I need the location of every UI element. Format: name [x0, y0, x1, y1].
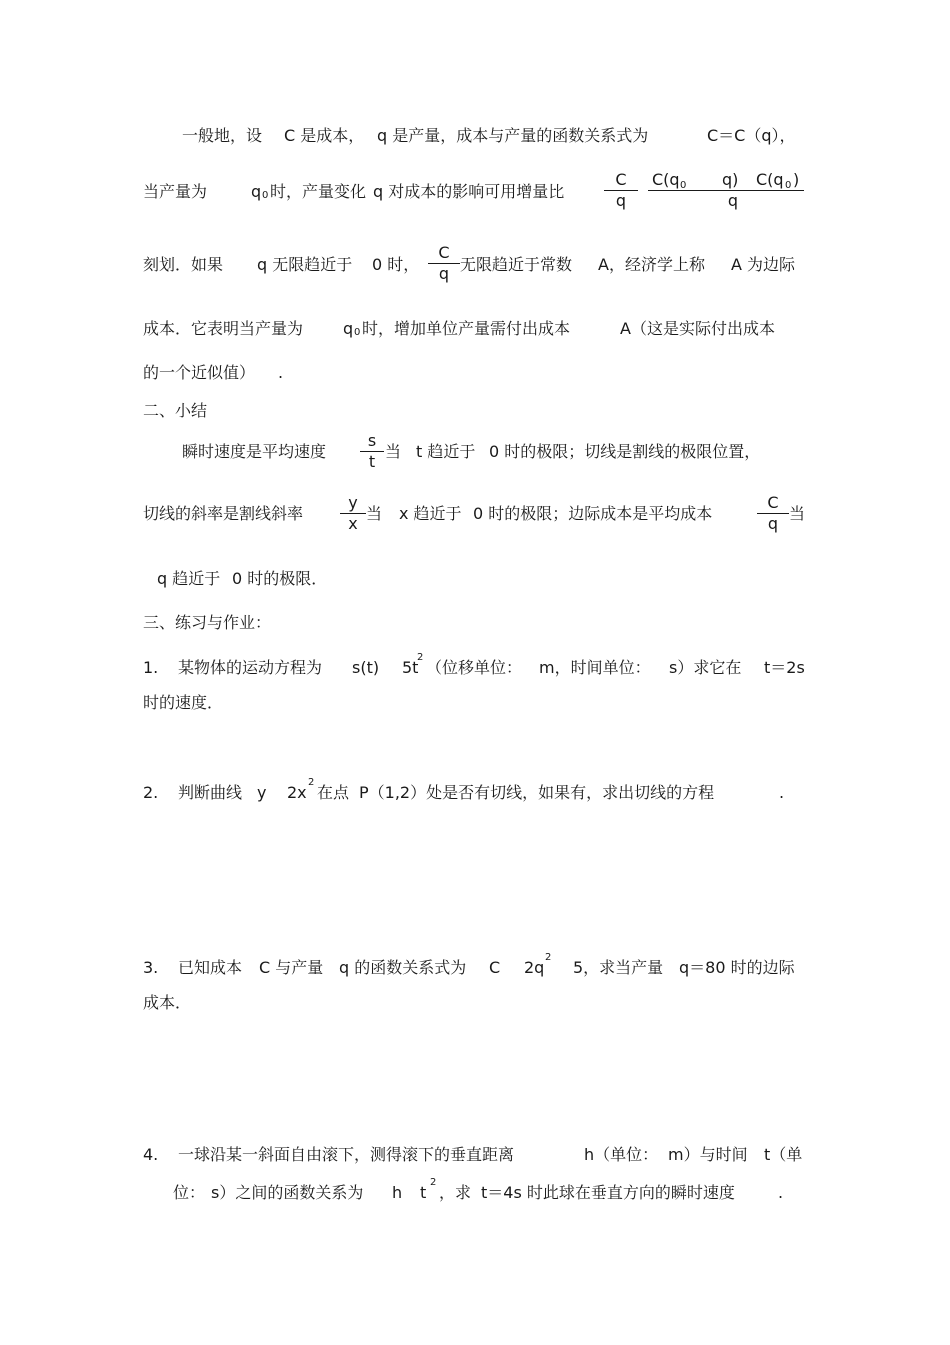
superscript: 2: [417, 652, 424, 663]
text: 0 时的极限；边际成本是平均成本: [473, 504, 713, 523]
text: 判断曲线: [178, 783, 243, 802]
text: t＝4s 时此球在垂直方向的瞬时速度: [481, 1183, 735, 1202]
text: 的一个近似值）: [143, 363, 256, 382]
text: 5t: [402, 658, 419, 677]
text: 一球沿某一斜面自由滚下，测得滚下的垂直距离: [178, 1145, 515, 1164]
fraction-delta-c-over-delta-q: C q: [604, 171, 638, 210]
text: 时，产量变化: [270, 182, 367, 201]
text: A（这是实际付出成本: [620, 319, 775, 338]
text: 时，增加单位产量需付出成本: [362, 319, 571, 338]
text: .: [779, 783, 785, 802]
text: m，时间单位：: [539, 658, 651, 677]
text: 已知成本: [178, 958, 243, 977]
text: x 趋近于: [399, 504, 462, 523]
text: （位移单位：: [426, 658, 523, 677]
question-number: 2.: [143, 783, 159, 802]
fraction-increment-ratio: C(q 0 q) C(q 0 ) q: [648, 171, 804, 210]
text: .: [778, 1183, 784, 1202]
text: 2q: [524, 958, 545, 977]
text: 切线的斜率是割线斜率: [143, 504, 304, 523]
question-number: 1.: [143, 658, 159, 677]
text: 刻划．如果: [143, 255, 224, 274]
text: 位：: [173, 1183, 206, 1202]
text: q: [251, 182, 262, 201]
fraction-delta-y-over-delta-x: y x: [340, 494, 366, 533]
text: s）之间的函数关系为: [211, 1183, 364, 1202]
text: 2x: [287, 783, 307, 802]
question-number: 3.: [143, 958, 159, 977]
text: 当: [385, 442, 402, 461]
text: h（单位：: [584, 1145, 659, 1164]
section-heading: 二、小结: [143, 401, 208, 420]
text: s(t): [352, 658, 380, 677]
text: 0 时的极限．: [232, 569, 328, 588]
superscript: 2: [430, 1177, 437, 1188]
text: q 是产量，成本与产量的函数关系式为: [377, 126, 649, 145]
text: 5，求当产量: [573, 958, 664, 977]
text: C＝C（q），: [707, 126, 796, 145]
text: C 与产量: [259, 958, 324, 977]
text: 当产量为: [143, 182, 208, 201]
text: 成本．它表明当产量为: [143, 319, 304, 338]
text: m）与时间: [668, 1145, 748, 1164]
text: q 的函数关系式为: [339, 958, 467, 977]
text: 0 时，: [372, 255, 420, 274]
text: A 为边际: [731, 255, 796, 274]
text: q 对成本的影响可用增量比: [373, 182, 565, 201]
text: q 无限趋近于: [257, 255, 353, 274]
question-number: 4.: [143, 1145, 159, 1164]
text: 无限趋近于常数: [460, 255, 573, 274]
text: t＝2s: [764, 658, 805, 677]
fraction-delta-s-over-delta-t: s t: [360, 432, 384, 471]
text: ，求: [439, 1183, 472, 1202]
text: t（单: [764, 1145, 803, 1164]
fraction-delta-c-over-delta-q: C q: [428, 244, 460, 283]
text: 成本．: [143, 993, 192, 1012]
text: q＝80 时的边际: [679, 958, 795, 977]
text: y: [257, 783, 267, 802]
subscript: 0: [354, 327, 361, 338]
superscript: 2: [308, 777, 315, 788]
text: 瞬时速度是平均速度: [182, 442, 327, 461]
text: P（1,2）处是否有切线，如果有，求出切线的方程: [359, 783, 715, 802]
text: 在点: [317, 783, 350, 802]
text: t: [420, 1183, 427, 1202]
text: q 趋近于: [157, 569, 221, 588]
text: t 趋近于: [416, 442, 476, 461]
section-heading: 三、练习与作业：: [143, 613, 272, 632]
text: q: [343, 319, 354, 338]
text: C: [489, 958, 501, 977]
text: .: [278, 363, 284, 382]
text: 当: [366, 504, 383, 523]
text: 当: [789, 504, 806, 523]
superscript: 2: [545, 952, 552, 963]
text: C 是成本，: [284, 126, 365, 145]
text: s）求它在: [669, 658, 742, 677]
text: 某物体的运动方程为: [178, 658, 323, 677]
text: h: [392, 1183, 403, 1202]
text: 时的速度．: [143, 693, 224, 712]
subscript: 0: [262, 190, 269, 201]
text: 一般地，设: [182, 126, 263, 145]
fraction-delta-c-over-delta-q: C q: [757, 494, 789, 533]
text: 0 时的极限；切线是割线的极限位置，: [489, 442, 761, 461]
text: A，经济学上称: [598, 255, 705, 274]
